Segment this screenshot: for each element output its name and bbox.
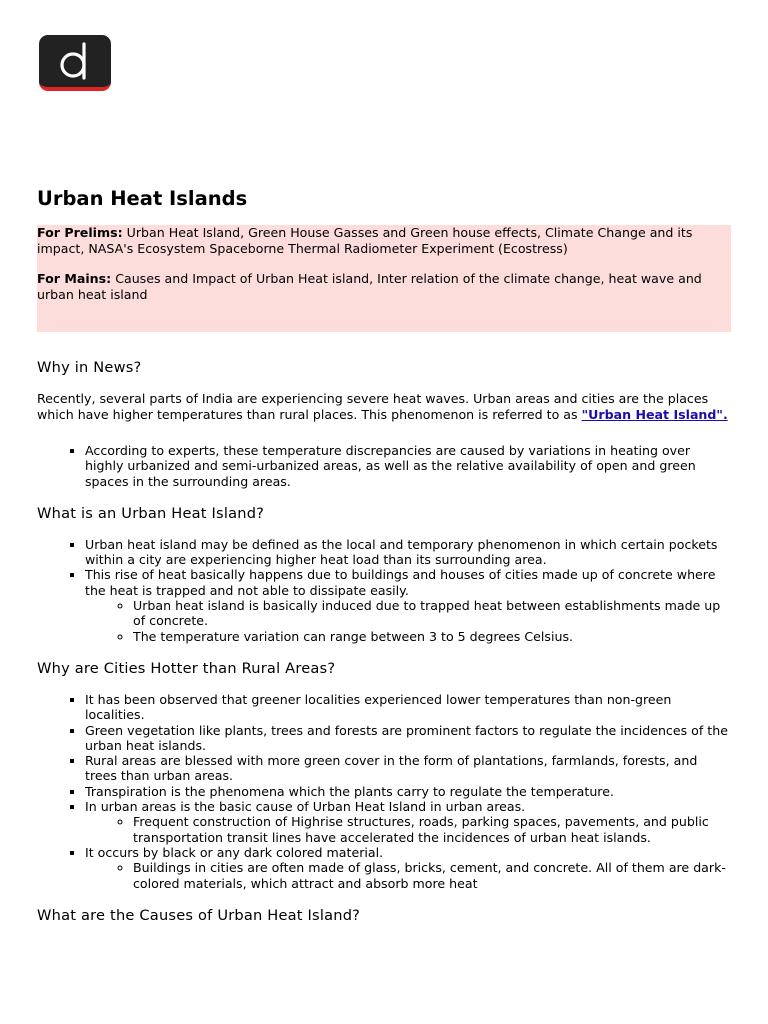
syllabus-box [37, 225, 731, 332]
sub-list-item: ◦ The temperature variation can range between 3 to 5 degrees Celsius. [133, 629, 731, 644]
article [37, 186, 731, 925]
why-news-paragraph [37, 391, 731, 422]
list-item: ▪ Transpiration is the phenomena which the plants carry to regulate the temperature. [85, 784, 731, 799]
what-is-list [37, 537, 731, 644]
list-item: ▪ According to experts, these temperature discrepancies are caused by variations in heating over highly urbanized and semi-urbanized areas, as well as the relative availability of open and green spaces in the surrounding areas. [85, 443, 731, 489]
list-item [85, 567, 731, 643]
d-letter-icon [39, 35, 111, 87]
section-heading-what-is: What is an Urban Heat Island? [37, 504, 265, 522]
list-item [85, 799, 731, 845]
sub-list-item: ◦ Frequent construction of Highrise structures, roads, parking spaces, pavements, and public transportation transit lines have accelerated the incidences of urban heat islands. [133, 814, 731, 845]
list-item-text: In urban areas is the basic cause of Urban Heat Island in urban areas. [85, 799, 526, 815]
section-heading-causes: What are the Causes of Urban Heat Island? [37, 906, 361, 924]
prelims-label: For Prelims: [37, 225, 123, 240]
mains-line [37, 271, 731, 302]
list-item: ▪ Urban heat island may be defined as the local and temporary phenomenon in which certain pockets within a city are experiencing higher heat load than its surrounding area. [85, 537, 731, 568]
list-item [85, 845, 731, 891]
why-news-list [37, 443, 731, 489]
hotter-sublist-a [85, 814, 731, 845]
logo [39, 35, 111, 91]
mains-text: Causes and Impact of Urban Heat island, Inter relation of the climate change, heat wave and urban heat island [37, 271, 702, 302]
section-heading-hotter: Why are Cities Hotter than Rural Areas? [37, 659, 336, 677]
what-is-sublist [85, 598, 731, 644]
mains-label: For Mains: [37, 271, 112, 286]
sub-list-item: ◦ Urban heat island is basically induced due to trapped heat between establishments made up of concrete. [133, 598, 731, 629]
hotter-sublist-b [85, 860, 731, 891]
hotter-list [37, 692, 731, 891]
list-item: ▪ Rural areas are blessed with more green cover in the form of plantations, farmlands, forests, and trees than urban areas. [85, 753, 731, 784]
list-item: ▪ Green vegetation like plants, trees and forests are prominent factors to regulate the incidences of the urban heat islands. [85, 723, 731, 754]
list-item-text: This rise of heat basically happens due to buildings and houses of cities made up of concrete where the heat is trapped and not able to dissipate easily. [85, 567, 716, 598]
urban-heat-island-link[interactable]: "Urban Heat Island". [581, 406, 728, 422]
sub-list-item: ◦ Buildings in cities are often made of glass, bricks, cement, and concrete. All of them are dark-colored materials, which attract and absorb more heat [133, 860, 731, 891]
page-title: Urban Heat Islands [37, 187, 248, 210]
list-item: ▪ It has been observed that greener localities experienced lower temperatures than non-green localities. [85, 692, 731, 723]
prelims-text: Urban Heat Island, Green House Gasses and Green house effects, Climate Change and its impact, NASA's Ecosystem Spaceborne Thermal Radiometer Experiment (Ecostress) [37, 225, 693, 256]
prelims-line [37, 225, 731, 256]
section-heading-why-news: Why in News? [37, 359, 142, 376]
list-item-text: It occurs by black or any dark colored material. [85, 844, 384, 860]
why-news-text: Recently, several parts of India are experiencing severe heat waves. Urban areas and cities are the places which have higher temperatures than rural places. This phenomenon is referred to as [37, 391, 709, 422]
